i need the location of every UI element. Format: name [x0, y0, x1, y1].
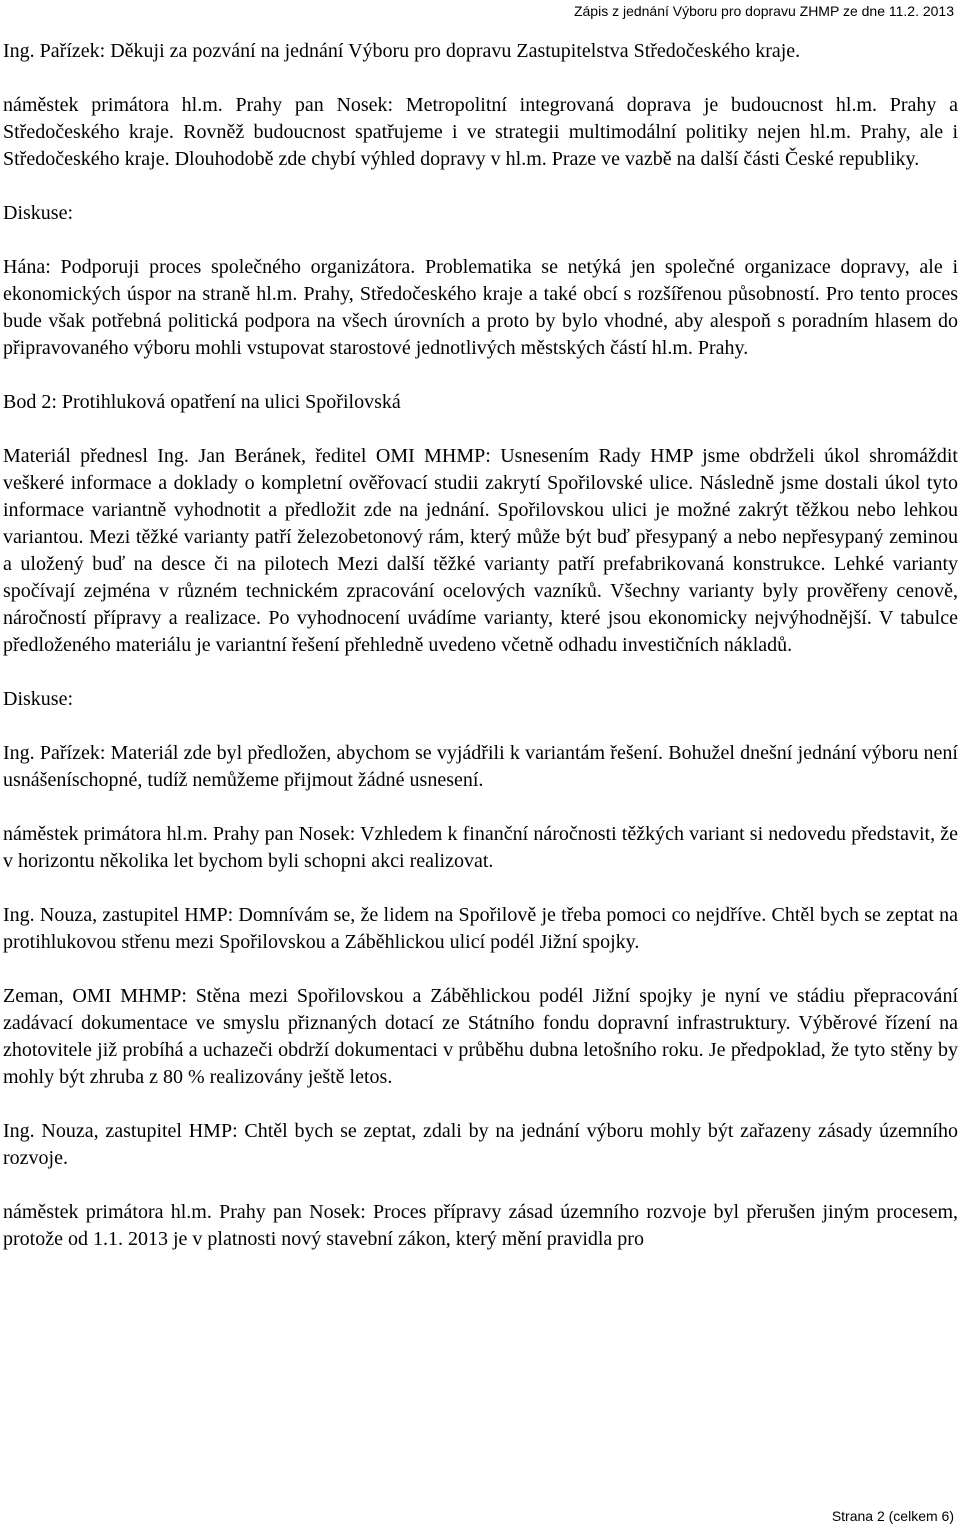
paragraph-nosek-finance: náměstek primátora hl.m. Prahy pan Nosek: Vzhledem k finanční náročnosti těžkých variant si nedovedu představit, že v horizontu několika let bychom byli schopni akci realizovat. — [3, 823, 958, 872]
agenda-item-heading: Bod 2: Protihluková opatření na ulici Spořilovská — [3, 391, 401, 413]
discussion-heading: Diskuse: — [3, 688, 73, 710]
running-header: Zápis z jednání Výboru pro dopravu ZHMP ze dne 11.2. 2013 — [573, 3, 954, 19]
paragraph-beranek-material: Materiál přednesl Ing. Jan Beránek, ředitel OMI MHMP: Usnesením Rady HMP jsme obdrželi úkol shromáždit veškeré informace a doklady o kompletní ověřovací studii zakrytí Spořilovské ulice. Následně jsme dostali úkol tyto informace variantně vyhodnotit a předložit zde na jednání. Spořilovskou ulici je možné zakrýt těžkou nebo lehkou variantou. Mezi těžké varianty patří železobetonový rám, který může být buď přesypaný a nebo nepřesypaný zeminou a uložený buď na desce či na pilotech Mezi další těžké varianty patří prefabrikovaná konstrukce. Lehké varianty spočívají zejména v různém technickém zpracování ocelových vazníků. Všechny varianty byly prověřeny cenově, náročností přípravy a realizace. Po vyhodnocení uvádíme varianty, které jsou ekonomicky nejvýhodnější. V tabulce předloženého materiálu je variantní řešení přehledně uvedeno včetně odhadu investičních nákladů. — [3, 445, 958, 656]
page-number: Strana 2 (celkem 6) — [831, 1508, 954, 1524]
paragraph-parizek-material: Ing. Pařízek: Materiál zde byl předložen, abychom se vyjádřili k variantám řešení. Bohužel dnešní jednání výboru není usnášeníschopné, tudíž nemůžeme přijmout žádné usnesení. — [3, 742, 958, 791]
discussion-heading: Diskuse: — [3, 202, 73, 224]
paragraph-nouza-wall: Ing. Nouza, zastupitel HMP: Domnívám se, že lidem na Spořilově je třeba pomoci co nejdříve. Chtěl bych se zeptat na protihlukovou střenu mezi Spořilovskou a Záběhlickou ulicí podél Jižní spojky. — [3, 904, 958, 953]
document-body — [3, 38, 958, 1253]
paragraph-hana: Hána: Podporuji proces společného organizátora. Problematika se netýká jen společné organizace dopravy, ale i ekonomických úspor na straně hl.m. Prahy, Středočeského kraje a také obcí s rozšířenou působností. Pro tento proces bude však potřebná politická podpora na všech úrovních a proto by bylo vhodné, aby alespoň s poradním hlasem do připravovaného výboru mohli vstupovat starostové jednotlivých městských částí hl.m. Prahy. — [3, 256, 958, 359]
paragraph-parizek-thanks: Ing. Pařízek: Děkuji za pozvání na jednání Výboru pro dopravu Zastupitelstva Středočeského kraje. — [3, 40, 801, 62]
paragraph-nosek-zur: náměstek primátora hl.m. Prahy pan Nosek: Proces přípravy zásad územního rozvoje byl přerušen jiným procesem, protože od 1.1. 2013 je v platnosti nový stavební zákon, který mění pravidla pro — [3, 1201, 958, 1250]
paragraph-zeman: Zeman, OMI MHMP: Stěna mezi Spořilovskou a Záběhlickou podél Jižní spojky je nyní ve stádiu přepracování zadávací dokumentace ve smyslu přiznaných dotací ze Státního fondu dopravní infrastruktury. Výběrové řízení na zhotovitele již probíhá a uchazeči obdrží dokumentaci v průběhu dubna letošního roku. Je předpoklad, že tyto stěny by mohly být zhruba z 80 % realizovány ještě letos. — [3, 985, 958, 1088]
paragraph-nosek-metropolitan: náměstek primátora hl.m. Prahy pan Nosek: Metropolitní integrovaná doprava je budoucnost hl.m. Prahy a Středočeského kraje. Rovněž budoucnost spatřujeme i ve strategii multimodální politiky nejen hl.m. Prahy, ale i Středočeského kraje. Dlouhodobě zde chybí výhled dopravy v hl.m. Praze ve vazbě na další části České republiky. — [3, 94, 958, 170]
paragraph-nouza-zur: Ing. Nouza, zastupitel HMP: Chtěl bych se zeptat, zdali by na jednání výboru mohly být zařazeny zásady územního rozvoje. — [3, 1120, 958, 1169]
